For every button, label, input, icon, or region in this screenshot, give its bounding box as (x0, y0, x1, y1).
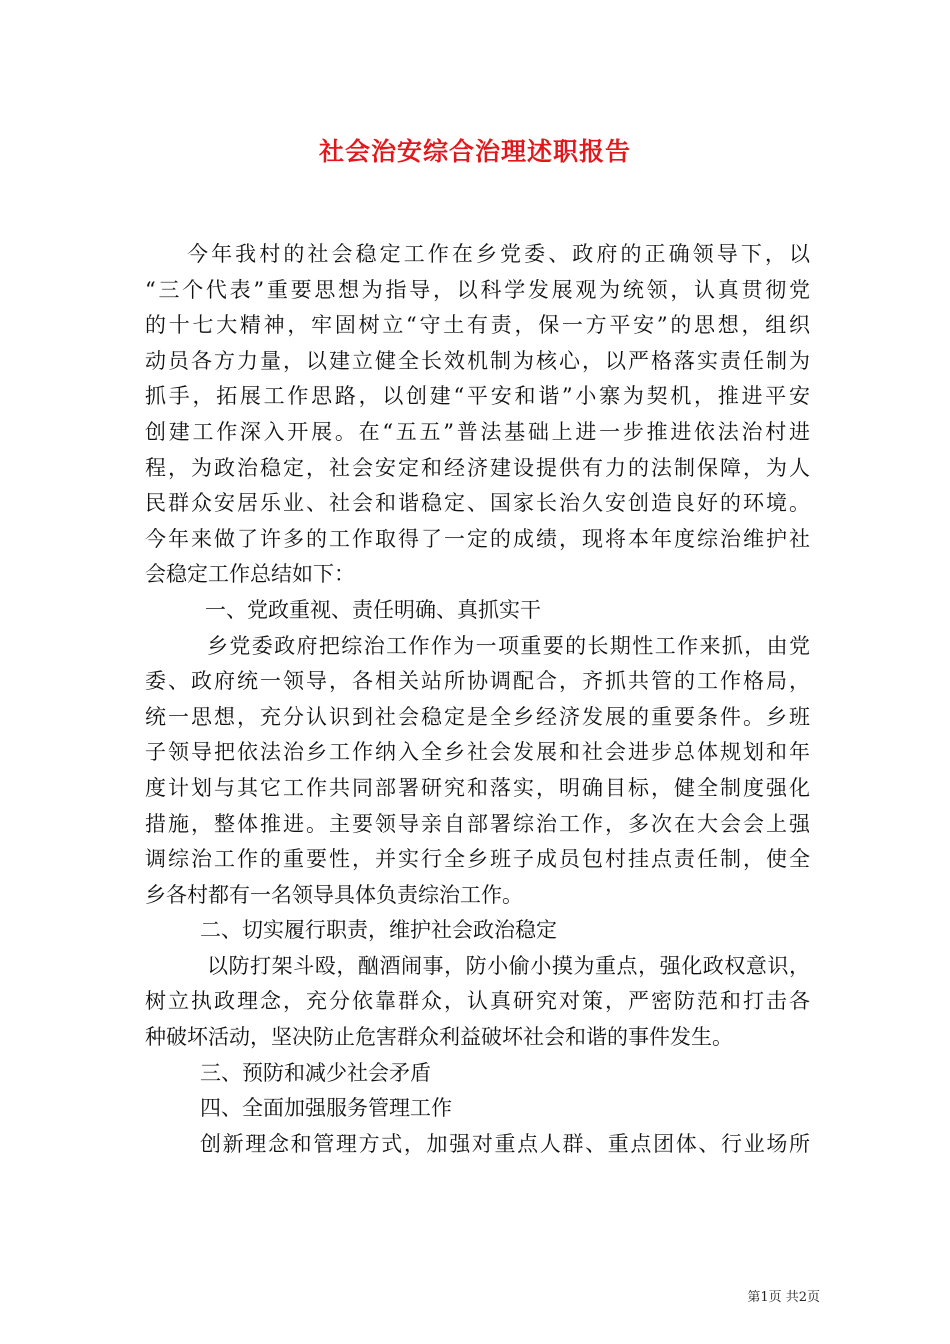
text-line: 委、政府统一领导，各相关站所协调配合，齐抓共管的工作格局， (145, 669, 810, 694)
text-line: 今年我村的社会稳定工作在乡党委、政府的正确领导下，以 (187, 242, 810, 266)
document-body (145, 237, 810, 1162)
text-line: 民群众安居乐业、社会和谐稳定、国家长治久安创造良好的环境。 (145, 491, 810, 516)
text-line: 的十七大精神，牢固树立“守土有责，保一方平安”的思想，组织 (145, 313, 810, 338)
text-line: 调综治工作的重要性，并实行全乡班子成员包村挂点责任制，使全 (145, 847, 810, 872)
text-line: 动员各方力量，以建立健全长效机制为核心，以严格落实责任制为 (145, 348, 810, 373)
text-line: 创新理念和管理方式，加强对重点人群、重点团体、行业场所 (200, 1131, 810, 1156)
text-line: 乡各村都有一名领导具体负责综治工作。 (145, 882, 523, 907)
text-line: 今年来做了许多的工作取得了一定的成绩，现将本年度综治维护社 (145, 526, 810, 551)
text-line: 程，为政治稳定，社会安定和经济建设提供有力的法制保障，为人 (145, 455, 810, 480)
document-title: 社会治安综合治理述职报告 (318, 137, 631, 166)
text-line: 抓手，拓展工作思路，以创建“平安和谐”小寨为契机，推进平安 (145, 384, 810, 409)
text-line: 度计划与其它工作共同部署研究和落实，明确目标，健全制度强化 (145, 775, 810, 800)
page-number: 第1页 共2页 (747, 1290, 820, 1305)
text-line: 措施，整体推进。主要领导亲自部署综治工作，多次在大会会上强 (145, 811, 810, 836)
text-line: 会稳定工作总结如下： (145, 562, 355, 587)
text-line: 子领导把依法治乡工作纳入全乡社会发展和社会进步总体规划和年 (145, 740, 810, 765)
section-heading: 二、切实履行职责，维护社会政治稳定 (200, 918, 557, 943)
text-line: 乡党委政府把综治工作作为一项重要的长期性工作来抓，由党 (207, 633, 810, 658)
text-line: 创建工作深入开展。在“五五”普法基础上进一步推进依法治村进 (145, 419, 810, 444)
text-line: “三个代表”重要思想为指导，以科学发展观为统领，认真贯彻党 (145, 277, 810, 302)
text-line: 统一思想，充分认识到社会稳定是全乡经济发展的重要条件。乡班 (145, 704, 810, 729)
text-line: 以防打架斗殴，酗酒闹事，防小偷小摸为重点，强化政权意识， (207, 953, 810, 978)
text-line: 树立执政理念，充分依靠群众，认真研究对策，严密防范和打击各 (145, 989, 810, 1014)
section-heading: 四、全面加强服务管理工作 (200, 1096, 452, 1121)
section-heading: 三、预防和减少社会矛盾 (200, 1060, 431, 1085)
section-heading: 一、党政重视、责任明确、真抓实干 (205, 597, 541, 622)
text-line: 种破坏活动，坚决防止危害群众利益破坏社会和谐的事件发生。 (145, 1025, 733, 1050)
